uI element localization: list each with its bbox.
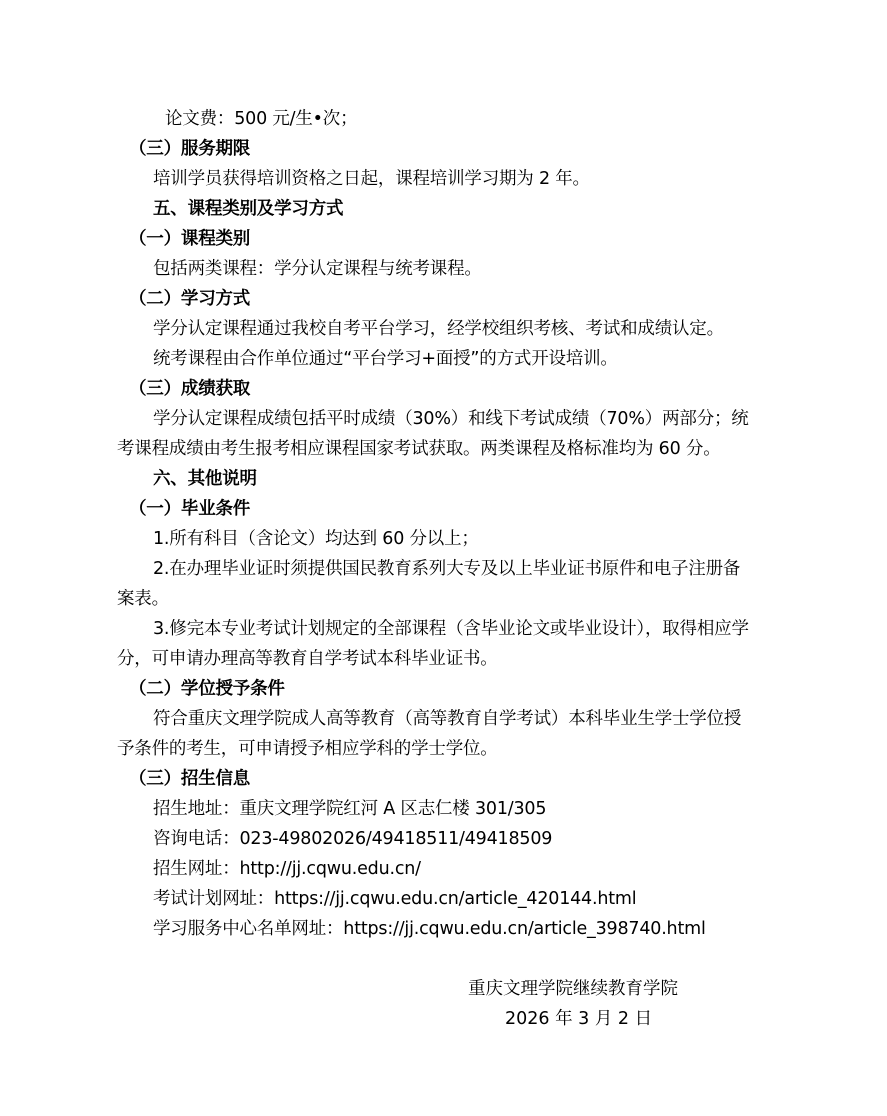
graduation-item-3-line-1: 3.修完本专业考试计划规定的全部课程（含毕业论文或毕业设计），取得相应学 bbox=[153, 619, 749, 639]
graduation-item-3-line-2: 分，可申请办理高等教育自学考试本科毕业证书。 bbox=[117, 649, 498, 669]
section-five-heading: 五、课程类别及学习方式 bbox=[153, 199, 344, 219]
graduation-item-2-line-1: 2.在办理毕业证时须提供国民教育系列大专及以上毕业证书原件和电子注册备 bbox=[153, 559, 741, 579]
signature-organization: 重庆文理学院继续教育学院 bbox=[468, 979, 678, 999]
thesis-fee-line: 论文费：500 元/生•次； bbox=[165, 109, 358, 129]
degree-text-line-1: 符合重庆文理学院成人高等教育（高等教育自学考试）本科毕业生学士学位授 bbox=[153, 709, 742, 729]
graduation-item-2-line-2: 案表。 bbox=[117, 589, 169, 609]
enrollment-phone: 咨询电话：023-49802026/49418511/49418509 bbox=[153, 829, 553, 849]
score-text-line-2: 考课程成绩由考生报考相应课程国家考试获取。两类课程及格标准均为 60 分。 bbox=[117, 439, 721, 459]
enrollment-subheading: （三）招生信息 bbox=[129, 769, 251, 789]
course-type-subheading: （一）课程类别 bbox=[129, 229, 251, 249]
study-method-text-1: 学分认定课程通过我校自考平台学习，经学校组织考核、考试和成绩认定。 bbox=[153, 319, 724, 339]
service-center-url: 学习服务中心名单网址：https://jj.cqwu.edu.cn/article_398740.html bbox=[153, 919, 706, 939]
study-method-subheading: （二）学习方式 bbox=[129, 289, 251, 309]
signature-date: 2026 年 3 月 2 日 bbox=[505, 1009, 653, 1029]
enrollment-address: 招生地址：重庆文理学院红河 A 区志仁楼 301/305 bbox=[153, 799, 547, 819]
course-type-text: 包括两类课程：学分认定课程与统考课程。 bbox=[153, 259, 482, 279]
degree-text-line-2: 予条件的考生，可申请授予相应学科的学士学位。 bbox=[117, 739, 498, 759]
degree-subheading: （二）学位授予条件 bbox=[129, 679, 285, 699]
graduation-subheading: （一）毕业条件 bbox=[129, 499, 251, 519]
graduation-item-1: 1.所有科目（含论文）均达到 60 分以上； bbox=[153, 529, 479, 549]
score-text-line-1: 学分认定课程成绩包括平时成绩（30%）和线下考试成绩（70%）两部分；统 bbox=[153, 409, 749, 429]
exam-plan-url: 考试计划网址：https://jj.cqwu.edu.cn/article_420144.html bbox=[153, 889, 637, 909]
enrollment-website: 招生网址：http://jj.cqwu.edu.cn/ bbox=[153, 859, 421, 879]
score-subheading: （三）成绩获取 bbox=[129, 379, 251, 399]
document-page bbox=[117, 104, 769, 944]
study-method-text-2: 统考课程由合作单位通过“平台学习+面授”的方式开设培训。 bbox=[153, 349, 618, 369]
section-six-heading: 六、其他说明 bbox=[153, 469, 257, 489]
service-period-text: 培训学员获得培训资格之日起，课程培训学习期为 2 年。 bbox=[153, 169, 590, 189]
service-period-subheading: （三）服务期限 bbox=[129, 139, 251, 159]
